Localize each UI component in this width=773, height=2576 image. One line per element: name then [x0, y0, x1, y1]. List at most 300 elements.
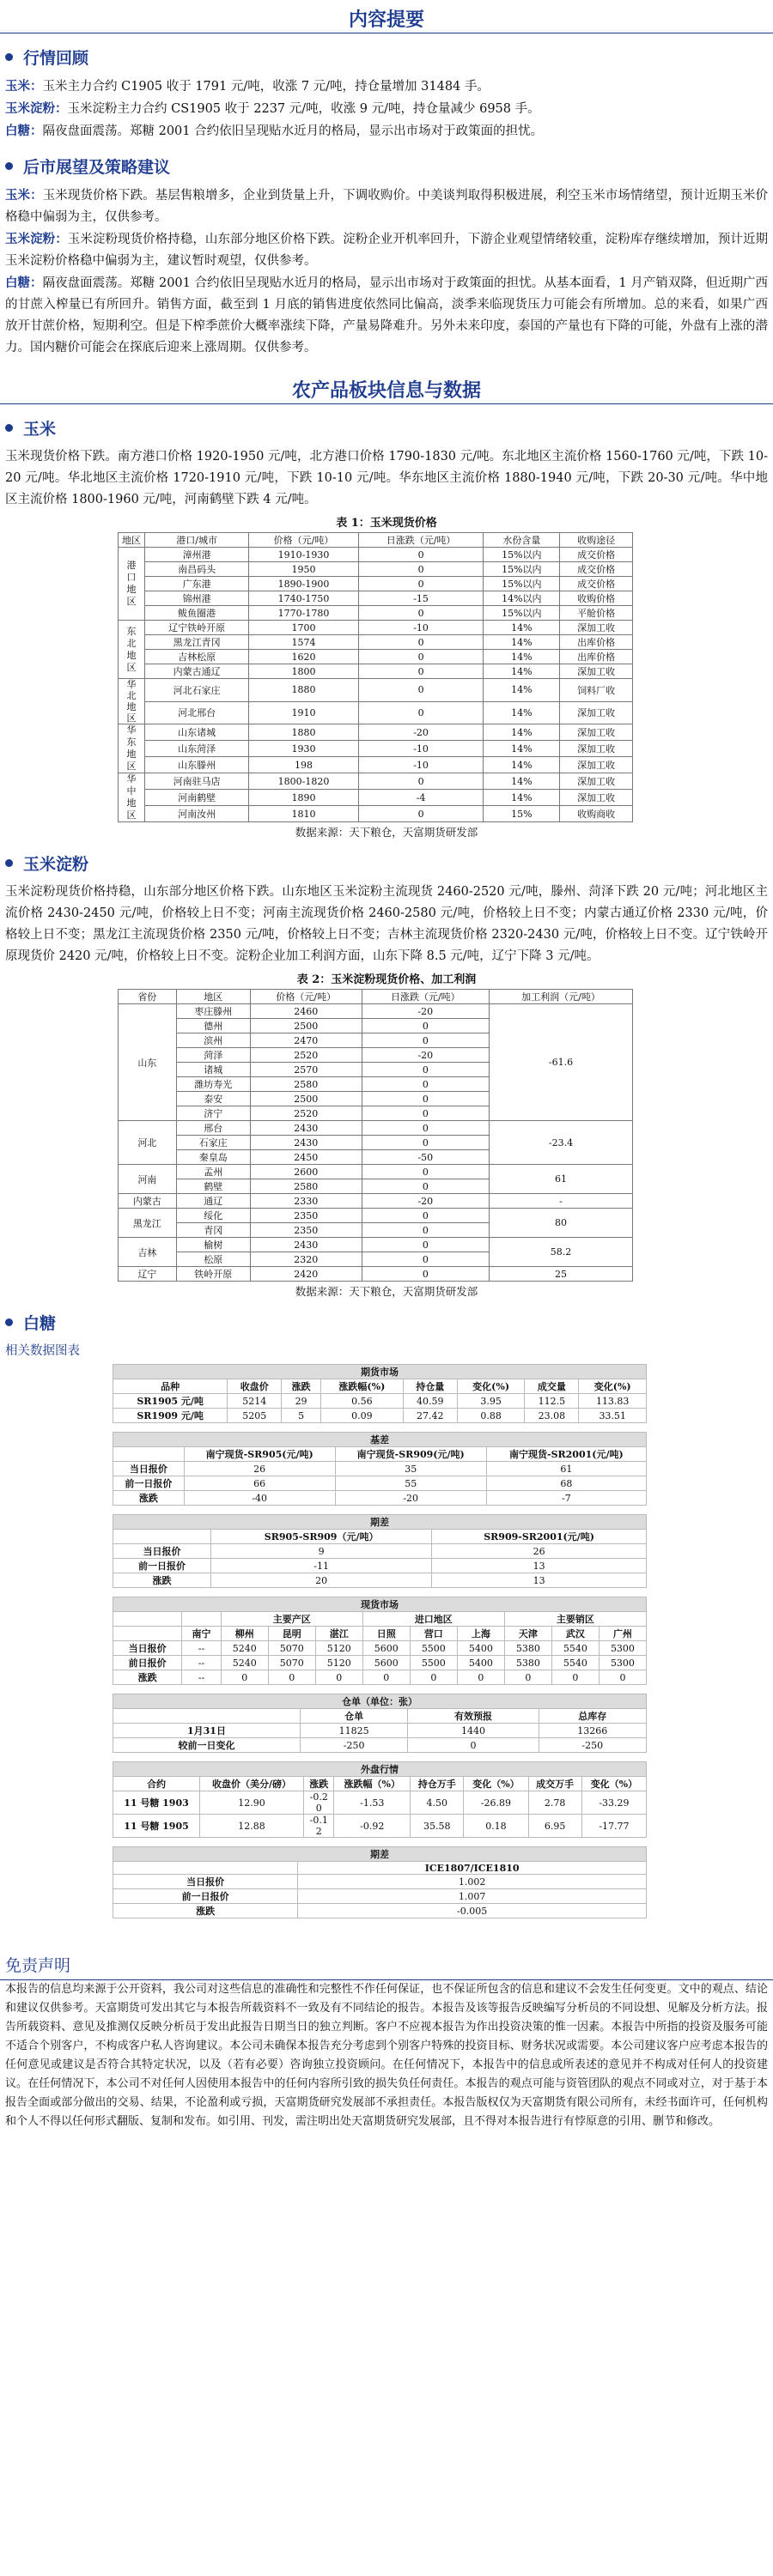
table-cell: SR1909 元/吨 [113, 1409, 228, 1423]
table-cell: -250 [539, 1738, 646, 1753]
table-cell: 0 [362, 1077, 489, 1092]
table-cell: 26 [184, 1462, 335, 1476]
bullet-dot-icon [5, 53, 13, 61]
table-cell: 5205 [228, 1409, 282, 1423]
table-cell: 0 [358, 664, 484, 679]
table-cell: 2500 [250, 1092, 362, 1106]
table-cell: 4.50 [411, 1791, 464, 1815]
table-cell: 成交价格 [560, 562, 633, 577]
table-cell: 13 [432, 1559, 647, 1573]
table-cell: -20 [335, 1491, 486, 1506]
table-row [113, 1394, 647, 1409]
table-cell: 前一日报价 [113, 1889, 298, 1904]
table-header: 变化(%) [579, 1379, 647, 1394]
table-cell: 11 号糖 1905 [113, 1815, 200, 1838]
table-cell: 山东菏泽 [145, 741, 249, 757]
table-cell: -0.1 2 [304, 1815, 334, 1838]
starch-table-source: 数据来源：天下粮仓，天富期货研发部 [295, 1285, 478, 1298]
table-cell: 27.42 [403, 1409, 457, 1423]
table-header: 成交万手 [528, 1777, 581, 1791]
table-cell: 0 [362, 1223, 489, 1238]
region-cell: 华中地区 [119, 773, 145, 822]
table-row [119, 1209, 633, 1223]
table-cell: 收购商收 [560, 806, 633, 822]
review-sugar: 白糖：隔夜盘面震荡。郑糖 2001 合约依旧呈现贴水近月的格局，显示出市场对于政策面的担忧。 [5, 124, 544, 138]
table-cell: 14% [484, 679, 560, 702]
table-cell: 0 [315, 1670, 362, 1685]
outlook-heading: 后市展望及策略建议 [0, 155, 773, 178]
table-cell: 菏泽 [176, 1048, 250, 1063]
province-cell: 黑龙江 [119, 1209, 177, 1238]
table-header: 南宁现货-SR2001(元/吨) [486, 1447, 646, 1462]
table-header: 日涨跌（元/吨） [362, 990, 489, 1004]
table-cell: 前一日报价 [113, 1476, 185, 1491]
table-cell: 20 [211, 1573, 432, 1588]
table-cell: 5600 [362, 1656, 410, 1670]
table-row [119, 1238, 633, 1252]
page-title: 内容提要 [348, 9, 424, 31]
table-cell: 35.58 [411, 1815, 464, 1838]
table-row [119, 1004, 633, 1019]
table-cell: 广东港 [145, 577, 249, 591]
table-cell: 14% [484, 773, 560, 790]
table-header-row [113, 1447, 647, 1462]
table-header: 上海 [457, 1627, 504, 1641]
table-cell: -33.29 [581, 1791, 646, 1815]
table-cell: 14% [484, 757, 560, 773]
table-cell: 饲料厂收 [560, 679, 633, 702]
table-row [119, 1121, 633, 1136]
table-header: 省份 [119, 990, 177, 1004]
table-cell: 5070 [268, 1656, 315, 1670]
table-row [113, 1491, 647, 1506]
table-row [113, 1641, 647, 1656]
table-cell: -20 [362, 1004, 489, 1019]
table-cell: 66 [184, 1476, 335, 1491]
table-row [113, 1559, 647, 1573]
table-cell: 2420 [250, 1267, 362, 1282]
table-cell: 1890-1900 [249, 577, 358, 591]
table-group-row [113, 1612, 647, 1627]
table-cell: 山东滕州 [145, 757, 249, 773]
table-cell: 0 [358, 679, 484, 702]
table-cell: -26.89 [464, 1791, 528, 1815]
province-cell: 河南 [119, 1165, 177, 1194]
table-header: 收盘价（美分/磅） [199, 1777, 303, 1791]
table-cell: 0 [362, 1033, 489, 1048]
table-cell: 河南驻马店 [145, 773, 249, 790]
table-cell: 当日报价 [113, 1875, 298, 1889]
table-title: 期差 [113, 1515, 647, 1530]
table-cell: 112.5 [525, 1394, 579, 1409]
region-cell: 东北地区 [119, 621, 145, 679]
corn-table-caption: 表 1：玉米现货价格 [336, 517, 437, 530]
table-header: 品种 [113, 1379, 228, 1394]
table-header: SR905-SR909（元/吨） [211, 1530, 432, 1544]
table-cell: 0.09 [320, 1409, 403, 1423]
table-cell: 198 [249, 757, 358, 773]
table-cell: 涨跌 [113, 1670, 182, 1685]
table-cell: 辽宁铁岭开原 [145, 621, 249, 635]
table-row [119, 757, 633, 773]
table-cell: 5240 [221, 1656, 268, 1670]
table-row [113, 1904, 647, 1918]
sugar-ice-table [113, 1846, 647, 1918]
table-header: 持仓量 [403, 1379, 457, 1394]
table-cell: 石家庄 [176, 1136, 250, 1150]
table-cell: 1.002 [298, 1875, 647, 1889]
table-cell: 2320 [250, 1252, 362, 1267]
table-cell: 深加工收 [560, 621, 633, 635]
table-header: 营口 [410, 1627, 457, 1641]
table-header-row [113, 1709, 647, 1724]
review-heading: 行情回顾 [0, 45, 773, 69]
table-header: 广州 [599, 1627, 646, 1641]
table-row [113, 1738, 647, 1753]
table-cell: 0.18 [464, 1815, 528, 1838]
table-cell: 0 [504, 1670, 551, 1685]
table-cell: 榆树 [176, 1238, 250, 1252]
table-cell: 1620 [249, 650, 358, 664]
table-cell: 鲅鱼圈港 [145, 606, 249, 621]
table-cell: 2520 [250, 1048, 362, 1063]
table-cell: 0 [358, 548, 484, 562]
table-row [119, 790, 633, 806]
sugar-subheading: 相关数据图表 [5, 1344, 80, 1358]
table-cell [113, 1612, 182, 1627]
table-cell: -250 [300, 1738, 407, 1753]
table-cell: -- [182, 1670, 222, 1685]
table-header: 加工利润（元/吨） [490, 990, 633, 1004]
table-cell: 0 [221, 1670, 268, 1685]
table-cell: 1.007 [298, 1889, 647, 1904]
table-cell: 德州 [176, 1019, 250, 1033]
table-header: 地区 [119, 533, 145, 548]
table-header: 仓单 [300, 1709, 407, 1724]
table-cell: 12.88 [199, 1815, 303, 1838]
table-cell: 0.88 [457, 1409, 525, 1423]
table-row [119, 664, 633, 679]
table-header: 价格（元/吨） [250, 990, 362, 1004]
table-cell: 0 [362, 1136, 489, 1150]
table-cell: 0 [551, 1670, 599, 1685]
table-cell: 南昌码头 [145, 562, 249, 577]
table-cell: 2350 [250, 1209, 362, 1223]
table-row [119, 1194, 633, 1209]
profit-cell: -61.6 [490, 1004, 633, 1121]
table-header: ICE1807/ICE1810 [298, 1862, 647, 1875]
table-cell: 15% [484, 806, 560, 822]
table-header: 有效预报 [408, 1709, 539, 1724]
table-cell: 5380 [504, 1656, 551, 1670]
table-cell: 河北邢台 [145, 701, 249, 724]
table-cell: 5214 [228, 1394, 282, 1409]
table-header: 涨跌 [304, 1777, 334, 1791]
table-header: 价格（元/吨） [249, 533, 358, 548]
table-cell: 0 [268, 1670, 315, 1685]
table-cell: 0 [362, 1019, 489, 1033]
region-cell: 华东地区 [119, 724, 145, 773]
table-cell: 0 [358, 635, 484, 650]
table-cell: 6.95 [528, 1815, 581, 1838]
table-row [119, 635, 633, 650]
sector-divider [0, 403, 773, 404]
table-header: 南宁现货-SR909(元/吨) [335, 1447, 486, 1462]
table-cell: 15%以内 [484, 606, 560, 621]
table-row [113, 1889, 647, 1904]
table-cell: -20 [358, 724, 484, 741]
table-cell: 1440 [408, 1724, 539, 1738]
region-cell: 华北地区 [119, 679, 145, 724]
table-cell: SR1905 元/吨 [113, 1394, 228, 1409]
table-cell: 13 [432, 1573, 647, 1588]
table-cell: 29 [282, 1394, 321, 1409]
table-cell: 1890 [249, 790, 358, 806]
table-cell: 2350 [250, 1223, 362, 1238]
table-cell: 铁岭开原 [176, 1267, 250, 1282]
sugar-futures-table [113, 1364, 647, 1423]
profit-cell: 61 [490, 1165, 633, 1194]
table-title: 基差 [113, 1433, 647, 1447]
table-cell: 14% [484, 790, 560, 806]
table-row [113, 1875, 647, 1889]
table-row [119, 724, 633, 741]
table-cell: 山东诸城 [145, 724, 249, 741]
table-row [113, 1724, 647, 1738]
table-cell: 泰安 [176, 1092, 250, 1106]
table-cell: 5070 [268, 1641, 315, 1656]
table-title-row [113, 1694, 647, 1709]
table-cell: 0 [358, 806, 484, 822]
table-cell: 2570 [250, 1063, 362, 1077]
table-cell: 14%以内 [484, 591, 560, 606]
table-cell: 0 [362, 1252, 489, 1267]
table-header: 昆明 [268, 1627, 315, 1641]
table-cell: 1910 [249, 701, 358, 724]
table-header-row [113, 1627, 647, 1641]
table-cell: 1880 [249, 679, 358, 702]
table-cell: 秦皇岛 [176, 1150, 250, 1165]
table-cell: 15%以内 [484, 548, 560, 562]
table-cell: 113.83 [579, 1394, 647, 1409]
table-cell: 3.95 [457, 1394, 525, 1409]
table-cell: 5300 [599, 1641, 646, 1656]
table-cell: 40.59 [403, 1394, 457, 1409]
sugar-tables [0, 1364, 773, 1918]
table-cell: 5400 [457, 1641, 504, 1656]
table-header-row [113, 1777, 647, 1791]
table-title: 期差 [113, 1847, 647, 1862]
table-cell: 12.90 [199, 1791, 303, 1815]
table-cell: -0.2 0 [304, 1791, 334, 1815]
table-row [119, 591, 633, 606]
table-header: 南宁现货-SR905(元/吨) [184, 1447, 335, 1462]
table-title: 仓单（单位：张） [113, 1694, 647, 1709]
table-cell: -- [182, 1641, 222, 1656]
table-cell: 5500 [410, 1656, 457, 1670]
sugar-spot-table [113, 1597, 647, 1685]
table-header: 港口/城市 [145, 533, 249, 548]
table-cell: 深加工收 [560, 773, 633, 790]
table-cell: 0 [358, 562, 484, 577]
table-row [119, 1165, 633, 1179]
table-cell: 济宁 [176, 1106, 250, 1121]
table-cell: -7 [486, 1491, 646, 1506]
table-cell: 33.51 [579, 1409, 647, 1423]
table-cell: 2430 [250, 1238, 362, 1252]
table-cell: 深加工收 [560, 724, 633, 741]
sector-title: 农产品板块信息与数据 [291, 379, 481, 402]
table-cell: 0 [408, 1738, 539, 1753]
table-header [113, 1447, 185, 1462]
table-cell: 13266 [539, 1724, 646, 1738]
table-cell: 当日报价 [113, 1544, 211, 1559]
table-cell: 0 [358, 773, 484, 790]
table-cell: 通辽 [176, 1194, 250, 1209]
table-cell: 锦州港 [145, 591, 249, 606]
table-title: 现货市场 [113, 1597, 647, 1612]
table-cell: -- [182, 1656, 222, 1670]
table-cell: 枣庄滕州 [176, 1004, 250, 1019]
table-row [119, 562, 633, 577]
table-cell: 5540 [551, 1641, 599, 1656]
table-cell: 平舱价格 [560, 606, 633, 621]
table-cell: 1700 [249, 621, 358, 635]
table-header: 变化（%） [464, 1777, 528, 1791]
table-header: 合约 [113, 1777, 200, 1791]
table-cell: 15%以内 [484, 577, 560, 591]
table-header: 南宁 [182, 1627, 222, 1641]
table-header: 持仓万手 [411, 1777, 464, 1791]
corn-table-source: 数据来源：天下粮仓，天富期货研发部 [295, 826, 478, 839]
table-header: 收购途径 [560, 533, 633, 548]
table-cell: 孟州 [176, 1165, 250, 1179]
table-cell: 邢台 [176, 1121, 250, 1136]
group-header: 主要销区 [504, 1612, 646, 1627]
province-cell: 吉林 [119, 1238, 177, 1267]
bullet-dot-icon [5, 859, 13, 867]
table-cell: 14% [484, 650, 560, 664]
table-cell: 当日报价 [113, 1462, 185, 1476]
table-cell: 收购价格 [560, 591, 633, 606]
table-cell: 0 [358, 606, 484, 621]
table-cell: 滨州 [176, 1033, 250, 1048]
review-corn: 玉米：玉米主力合约 C1905 收于 1791 元/吨，收涨 7 元/吨，持仓量增加 31484 手。 [5, 79, 490, 94]
table-cell: 河南汝州 [145, 806, 249, 822]
table-cell: 1740-1750 [249, 591, 358, 606]
table-cell: 2330 [250, 1194, 362, 1209]
outlook-starch: 玉米淀粉：玉米淀粉现货价格持稳，山东部分地区价格下跌。淀粉企业开机率回升，下游企业观望情绪较重，淀粉库存继续增加，预计近期玉米淀粉价格稳中偏弱为主，建议暂时观望，仅供参考。 [5, 232, 769, 268]
table-header: 成交量 [525, 1379, 579, 1394]
table-cell: 0 [410, 1670, 457, 1685]
table-header-row [113, 1530, 647, 1544]
table-cell: -50 [362, 1150, 489, 1165]
table-row [119, 1267, 633, 1282]
table-cell: 1810 [249, 806, 358, 822]
table-cell: 5600 [362, 1641, 410, 1656]
table-cell: -15 [358, 591, 484, 606]
profit-cell: 80 [490, 1209, 633, 1238]
table-cell: 5400 [457, 1656, 504, 1670]
table-header: 涨跌幅(%) [320, 1379, 403, 1394]
table-title: 外盘行情 [113, 1762, 647, 1777]
table-cell: -20 [362, 1048, 489, 1063]
table-header: 水份含量 [484, 533, 560, 548]
table-cell: 0 [362, 1063, 489, 1077]
table-cell: -17.77 [581, 1815, 646, 1838]
table-cell: 成交价格 [560, 577, 633, 591]
table-row [119, 606, 633, 621]
table-row [113, 1815, 647, 1838]
table-cell: 当日报价 [113, 1641, 182, 1656]
table-cell: 0 [362, 1670, 410, 1685]
table-row [119, 773, 633, 790]
table-cell: -10 [358, 757, 484, 773]
disclaimer-text: 本报告的信息均来源于公开资料，我公司对这些信息的准确性和完整性不作任何保证，也不保证所包含的信息和建议不会发生任何变更。文中的观点、结论和建议仅供参考。天富期货可发出其它与本报告所载资料不一致及有不同结论的报告。本报告及该等报告反映编写分析员的不同设想、见解及分析方法。报告所载资料、意见及推测仅反映分析员于发出此报告日期当日的独立判断。客户不应视本报告为作出投资决策的惟一因素。本报告中所指的投资及服务可能不适合个别客户，不构成客户私人咨询建议。本公司未确保本报告充分考虑到个别客户特殊的投资目标、财务状况或需要。本公司建议客户应考虑本报告的任何意见或建议是否符合其特定状况，以及（若有必要）咨询独立投资顾问。在任何情况下，本报告中的信息或所表述的意见并不构成对任何人的投资建议。在任何情况下，本公司不对任何人因使用本报告中的任何内容所引致的损失负任何责任。本报告的观点可能与资管团队的观点不同或对立，对于基于本报告全面或部分做出的交易、结果，不论盈利或亏损，天富期货研究发展部不承担责任。本报告版权仅为天富期货有限公司所有，未经书面许可，任何机构和个人不得以任何形式翻版、复制和发布。如引用、刊发，需注明出处天富期货研究发展部，且不得对本报告进行有悖原意的引用、删节和修改。 [5, 1983, 768, 2128]
table-cell: 5240 [221, 1641, 268, 1656]
table-row [113, 1462, 647, 1476]
table-header-row [113, 1862, 647, 1875]
table-cell: -10 [358, 621, 484, 635]
table-cell: 1770-1780 [249, 606, 358, 621]
corn-heading: 玉米 [0, 416, 773, 439]
table-cell: -11 [211, 1559, 432, 1573]
table-title-row [113, 1433, 647, 1447]
table-row [113, 1409, 647, 1423]
table-header: 收盘价 [228, 1379, 282, 1394]
table-cell: 14% [484, 724, 560, 741]
table-cell: 较前一日变化 [113, 1738, 301, 1753]
table-header: 柳州 [221, 1627, 268, 1641]
table-header: 变化（%） [581, 1777, 646, 1791]
table-cell: -4 [358, 790, 484, 806]
outlook-sugar: 白糖：隔夜盘面震荡。郑糖 2001 合约依旧呈现贴水近月的格局，显示出市场对于政策面的担忧。从基本面看，1 月产销双降，但近期广西的甘蔗入榨量已有所回升。销售方面，截至到 1 月底的销售进度依然同比偏高，淡季来临现货压力可能会有所增加。总的来看，如果广西放开甘蔗价格，短期利空。但是下榨季蔗价大概率涨续下降，产量易降难升。另外未来印度，泰国的产量也有下降的可能，外盘有上涨的潜力。国内糖价可能会在探底后迎来上涨周期。仅供参考。 [5, 276, 769, 355]
table-cell: 0 [362, 1165, 489, 1179]
table-header: 日照 [362, 1627, 410, 1641]
table-row [119, 679, 633, 702]
table-cell: 23.08 [525, 1409, 579, 1423]
sugar-receipts-table [113, 1694, 647, 1753]
province-cell: 山东 [119, 1004, 177, 1121]
table-cell: 2460 [250, 1004, 362, 1019]
table-cell: 2470 [250, 1033, 362, 1048]
table-row [113, 1476, 647, 1491]
sugar-heading: 白糖 [0, 1311, 773, 1334]
table-cell: 14% [484, 621, 560, 635]
table-cell: 诸城 [176, 1063, 250, 1077]
table-cell: 深加工收 [560, 741, 633, 757]
profit-cell: 58.2 [490, 1238, 633, 1267]
table-cell: 深加工收 [560, 664, 633, 679]
table-header: 武汉 [551, 1627, 599, 1641]
table-cell: 吉林松原 [145, 650, 249, 664]
corn-price-table [118, 532, 633, 822]
table-cell: 2430 [250, 1121, 362, 1136]
table-cell: 1574 [249, 635, 358, 650]
table-cell: 0 [457, 1670, 504, 1685]
table-cell: 成交价格 [560, 548, 633, 562]
outlook-corn: 玉米：玉米现货价格下跌。基层售粮增多，企业到货量上升，下调收购价。中美谈判取得积极进展，利空玉米市场情绪望，预计近期玉米价格稳中偏弱为主，仅供参考。 [5, 188, 769, 224]
table-header: 总库存 [539, 1709, 646, 1724]
table-cell: -0.005 [298, 1904, 647, 1918]
profit-cell: -23.4 [490, 1121, 633, 1165]
table-cell: 0 [358, 650, 484, 664]
table-row [119, 806, 633, 822]
table-cell: 0 [362, 1267, 489, 1282]
table-cell: 0 [362, 1238, 489, 1252]
table-cell: 5120 [315, 1656, 362, 1670]
region-cell: 港口地区 [119, 548, 145, 621]
